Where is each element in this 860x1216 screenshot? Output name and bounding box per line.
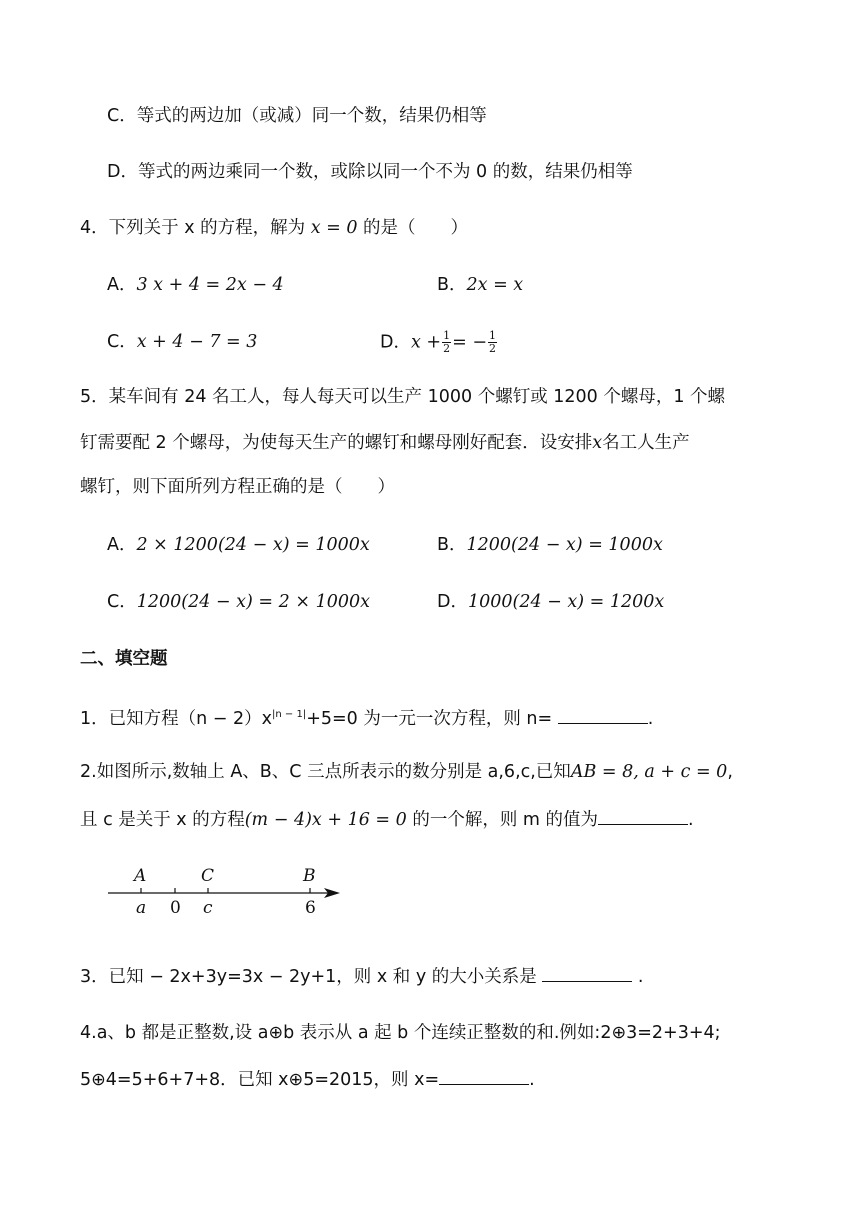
fill-2-line-2 (80, 806, 694, 832)
q5-line-2-post: 名工人生产 (602, 433, 690, 453)
label-value-6: 6 (305, 898, 316, 918)
label-point-a: A (134, 866, 147, 886)
fill-2-line-2-post: 的一个解，则 m 的值为 (406, 810, 599, 830)
fill-1 (80, 703, 653, 731)
q4-d-frac-den: 2 (443, 342, 451, 355)
fill-2-blank (598, 806, 688, 825)
q5-option-c (107, 590, 370, 614)
q5-line-3: 螺钉，则下面所列方程正确的是（ ） (80, 477, 395, 497)
q5-line-2 (80, 431, 690, 455)
q5-option-d (437, 590, 664, 614)
q4-stem (80, 216, 468, 240)
q5-line-2-pre: 钉需要配 2 个螺母，为使每天生产的螺钉和螺母刚好配套．设安排 (80, 433, 593, 453)
q4-d-fraction-2 (488, 330, 497, 355)
fill-2-line-2-pre: 且 c 是关于 x 的方程 (80, 810, 245, 830)
label-value-0: 0 (170, 898, 181, 918)
q4-option-b (437, 273, 523, 297)
q3-option-c: C．等式的两边加（或减）同一个数，结果仍相等 (107, 106, 487, 126)
q4-stem-post: 的是（ ） (357, 218, 469, 238)
q4-b-math: 2x = x (466, 275, 524, 295)
q4-d-frac-num: 1 (443, 329, 451, 342)
q4-d-fraction (442, 330, 451, 355)
fill-1-post: +5=0 为一元一次方程，则 n= (306, 708, 558, 729)
section-title: 二、填空题 (80, 649, 168, 669)
q4-stem-math: x = 0 (310, 218, 358, 238)
q5-option-b (437, 533, 663, 557)
label-point-b: B (303, 866, 316, 886)
fill-3-end: . (632, 967, 644, 987)
q4-d-frac2-num: 1 (488, 329, 496, 342)
q4-b-label: B． (437, 275, 467, 295)
fill-2-line-2-end: . (688, 810, 694, 830)
q5-line-1: 5．某车间有 24 名工人，每人每天可以生产 1000 个螺钉或 1200 个螺母，1 个螺 (80, 387, 726, 407)
fill-2-line-1-end: , (727, 762, 733, 782)
q3-option-d: D．等式的两边乘同一个数，或除以同一个不为 0 的数，结果仍相等 (107, 162, 633, 182)
label-value-c: c (203, 898, 213, 918)
fill-2-line-1 (80, 760, 733, 784)
label-point-c: C (201, 866, 215, 886)
q4-d-math-mid: = − (452, 332, 487, 353)
q4-option-a (107, 273, 284, 297)
number-line-figure (100, 860, 360, 920)
q4-a-math: 3 x + 4 = 2x − 4 (136, 275, 284, 295)
label-value-a: a (136, 898, 147, 918)
q5-c-label: C． (107, 592, 137, 612)
fill-2-line-1-math: AB = 8, a + c = 0 (570, 762, 728, 782)
q4-d-math-pre: x + (410, 332, 442, 353)
fill-1-exponent: |n − 1| (272, 709, 307, 720)
fill-4-line-1: 4.a、b 都是正整数,设 a⊕b 表示从 a 起 b 个连续正整数的和.例如:2⊕3=2+3+4; (80, 1023, 721, 1043)
q5-line-2-var: x (592, 433, 603, 453)
fill-2-line-1-pre: 2.如图所示,数轴上 A、B、C 三点所表示的数分别是 a,6,c,已知 (80, 762, 571, 782)
fill-3-pre: 3．已知 − 2x+3y=3x − 2y+1，则 x 和 y 的大小关系是 (80, 967, 543, 987)
q4-c-math: x + 4 − 7 = 3 (136, 332, 258, 352)
fill-4-line-2-end: . (529, 1070, 535, 1090)
fill-2-line-2-math: (m − 4)x + 16 = 0 (244, 810, 407, 830)
fill-1-blank (558, 705, 648, 724)
fill-1-pre: 1．已知方程（n − 2）x (80, 708, 273, 729)
q4-d-label: D． (380, 332, 411, 353)
q4-c-label: C． (107, 332, 137, 352)
q4-a-label: A． (107, 275, 137, 295)
q5-option-a (107, 533, 370, 557)
q4-stem-pre: 4．下列关于 x 的方程，解为 (80, 218, 311, 238)
q5-a-math: 2 × 1200(24 − x) = 1000x (136, 535, 370, 555)
q4-d-frac2-den: 2 (488, 342, 496, 355)
q5-c-math: 1200(24 − x) = 2 × 1000x (136, 592, 370, 612)
fill-1-end: . (647, 708, 654, 729)
fill-3-blank (542, 963, 632, 982)
fill-4-blank (439, 1066, 529, 1085)
q4-option-c (107, 330, 257, 354)
fill-4-line-2 (80, 1066, 535, 1092)
q5-d-math: 1000(24 − x) = 1200x (467, 592, 665, 612)
q5-b-label: B． (437, 535, 467, 555)
q4-option-d (380, 330, 498, 355)
q5-d-label: D． (437, 592, 468, 612)
q5-a-label: A． (107, 535, 137, 555)
fill-3 (80, 963, 643, 989)
q5-b-math: 1200(24 − x) = 1000x (466, 535, 663, 555)
fill-4-line-2-pre: 5⊕4=5+6+7+8．已知 x⊕5=2015，则 x= (80, 1070, 440, 1090)
